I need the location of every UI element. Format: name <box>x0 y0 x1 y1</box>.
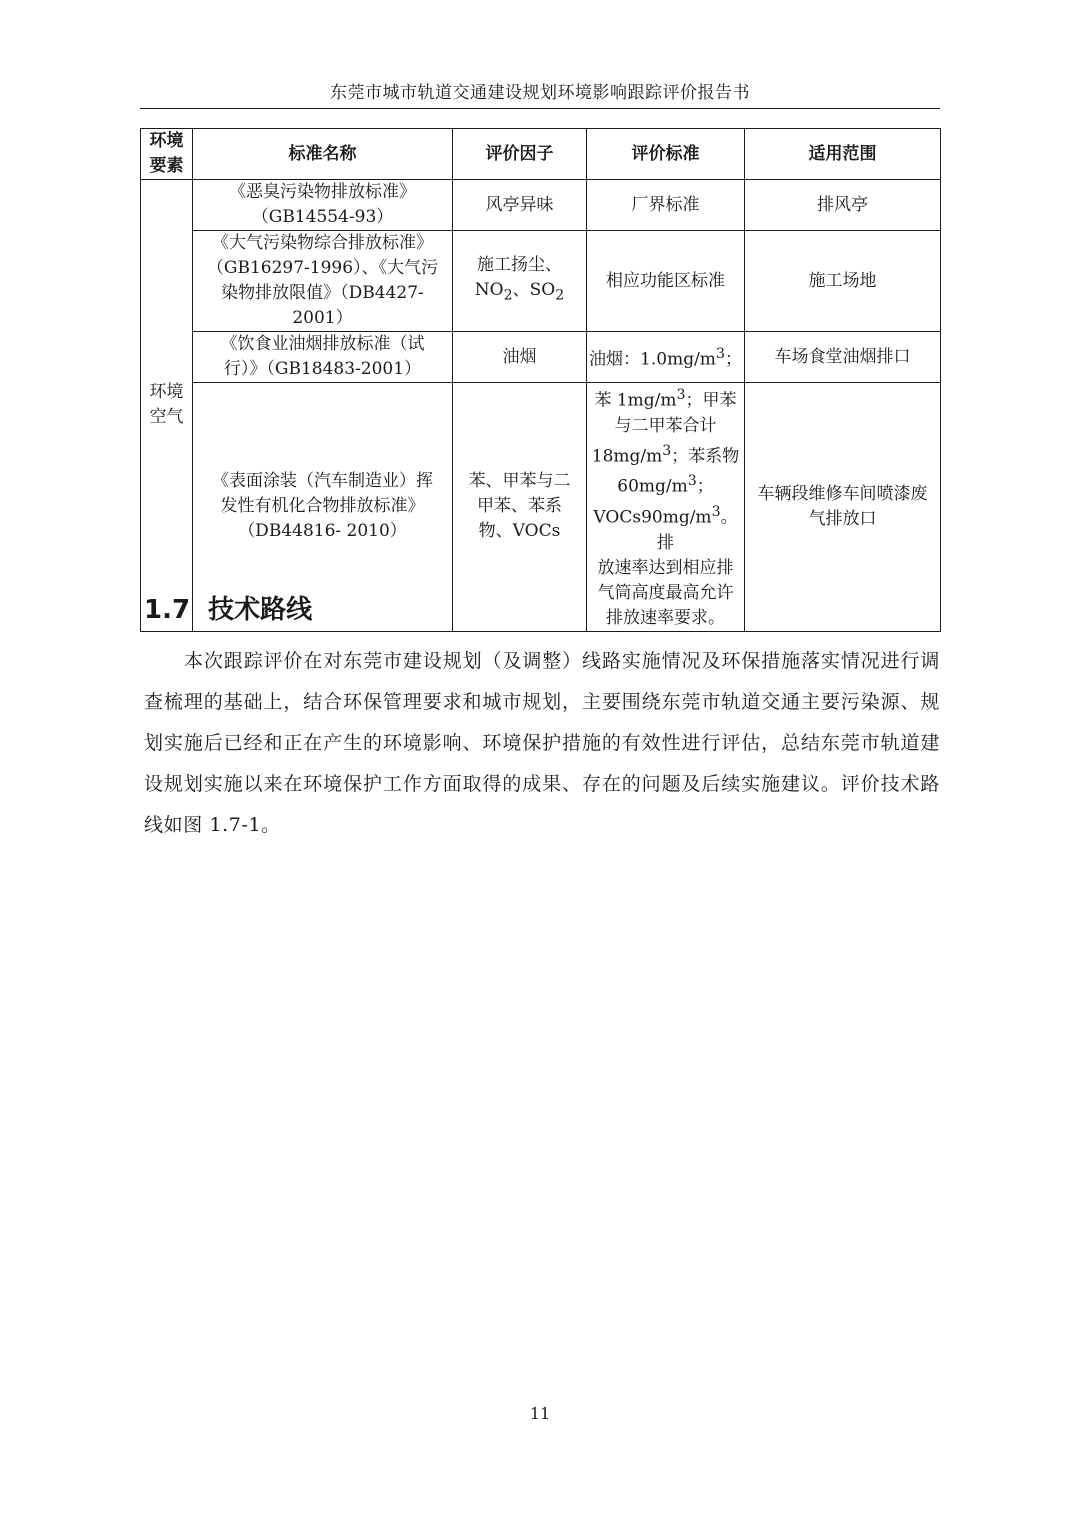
superscript: 3 <box>715 345 725 362</box>
name-line: 《饮食业油烟排放标准（试 <box>220 334 425 354</box>
criteria-cell <box>587 383 745 632</box>
col-header-factor: 评价因子 <box>453 129 587 180</box>
col-header-element-line2: 要素 <box>149 156 184 176</box>
running-header: 东莞市城市轨道交通建设规划环境影响跟踪评价报告书 <box>330 83 750 103</box>
page-number: 11 <box>529 1404 551 1423</box>
criteria-text: ；苯系物 <box>671 446 740 467</box>
criteria-text: 气筒高度最高允许 <box>597 582 734 603</box>
table-header-row <box>141 129 941 180</box>
superscript: 3 <box>662 442 672 459</box>
col-header-standard: 评价标准 <box>587 129 745 180</box>
superscript: 3 <box>711 503 721 520</box>
scope-line: 车辆段维修车间喷漆废 <box>757 483 928 504</box>
subscript: 2 <box>555 287 565 304</box>
name-line: 发性有机化合物排放标准》 <box>220 496 425 517</box>
standard-name-cell <box>193 332 453 383</box>
factor-cell: 油烟 <box>453 332 587 383</box>
superscript: 3 <box>687 473 697 490</box>
col-header-scope: 适用范围 <box>745 129 941 180</box>
name-line: 《恶臭污染物排放标准》 <box>229 182 416 202</box>
superscript: 3 <box>676 387 686 403</box>
factor-line: 施工扬尘、 <box>477 255 562 276</box>
name-line: （GB14554-93） <box>251 207 394 227</box>
name-line: 《表面涂装（汽车制造业）挥 <box>212 471 433 492</box>
element-line1: 环境 <box>149 382 184 403</box>
standard-name-cell <box>193 231 453 332</box>
factor-cell <box>453 383 587 632</box>
scope-cell: 施工场地 <box>745 231 941 332</box>
factor-line: 物、VOCs <box>478 521 561 542</box>
criteria-text: ； <box>724 349 742 370</box>
criteria-text: 与二甲苯合计 <box>614 415 717 436</box>
header-rule <box>140 108 940 109</box>
name-line: 2001） <box>292 308 353 328</box>
col-header-element <box>141 129 193 180</box>
criteria-text: VOCs90mg/m <box>593 507 712 528</box>
criteria-cell: 相应功能区标准 <box>587 231 745 332</box>
standards-table <box>140 128 941 632</box>
factor-so2: SO <box>529 280 556 301</box>
name-line: 染物排放限值》（DB4427- <box>221 283 424 303</box>
table-row <box>141 332 941 383</box>
factor-cell: 风亭异味 <box>453 180 587 231</box>
section-title: 技术路线 <box>208 595 313 625</box>
element-cell <box>141 180 193 632</box>
factor-no2: NO <box>474 280 504 301</box>
table-row <box>141 180 941 231</box>
criteria-text: 放速率达到相应排 <box>597 557 734 578</box>
standard-name-cell <box>193 180 453 231</box>
factor-separator: 、 <box>512 280 530 301</box>
name-line: 行）》（GB18483-2001） <box>223 359 422 379</box>
criteria-text: 油烟：1.0mg/m <box>589 349 716 370</box>
criteria-text: ； <box>696 476 714 497</box>
section-number: 1.7 <box>144 595 191 625</box>
criteria-cell <box>587 332 745 383</box>
name-line: （GB16297-1996）、《大气污 <box>206 258 439 278</box>
name-line: （DB44816- 2010） <box>238 521 407 542</box>
scope-line: 气排放口 <box>808 508 877 529</box>
criteria-cell: 厂界标准 <box>587 180 745 231</box>
section-heading <box>144 590 312 630</box>
criteria-text: 。排 <box>657 507 738 553</box>
criteria-text: 60mg/m <box>617 476 688 497</box>
factor-line: 甲苯、苯系 <box>477 496 562 517</box>
factor-cell <box>453 231 587 332</box>
scope-cell: 排风亭 <box>745 180 941 231</box>
subscript: 2 <box>503 287 513 304</box>
criteria-text: 18mg/m <box>591 446 663 467</box>
element-line2: 空气 <box>149 407 184 428</box>
scope-cell <box>745 383 941 632</box>
criteria-text: ；甲苯 <box>685 390 737 411</box>
col-header-element-line1: 环境 <box>149 131 184 151</box>
body-paragraph: 本次跟踪评价在对东莞市建设规划（及调整）线路实施情况及环保措施落实情况进行调查梳理的基础上，结合环保管理要求和城市规划，主要围绕东莞市轨道交通主要污染源、规划实施后已经和正在产生的环境影响、环境保护措施的有效性进行评估，总结东莞市轨道建设规划实施以来在环境保护工作方面取得的成果、存在的问题及后续实施建议。评价技术路线如图 1.7-1。 <box>144 650 940 836</box>
criteria-text: 苯 1mg/m <box>594 390 677 411</box>
scope-cell: 车场食堂油烟排口 <box>745 332 941 383</box>
criteria-text: 排放速率要求。 <box>606 607 725 628</box>
factor-line: 苯、甲苯与二 <box>468 471 571 492</box>
table-row <box>141 231 941 332</box>
col-header-name: 标准名称 <box>193 129 453 180</box>
name-line: 《大气污染物综合排放标准》 <box>212 233 433 253</box>
